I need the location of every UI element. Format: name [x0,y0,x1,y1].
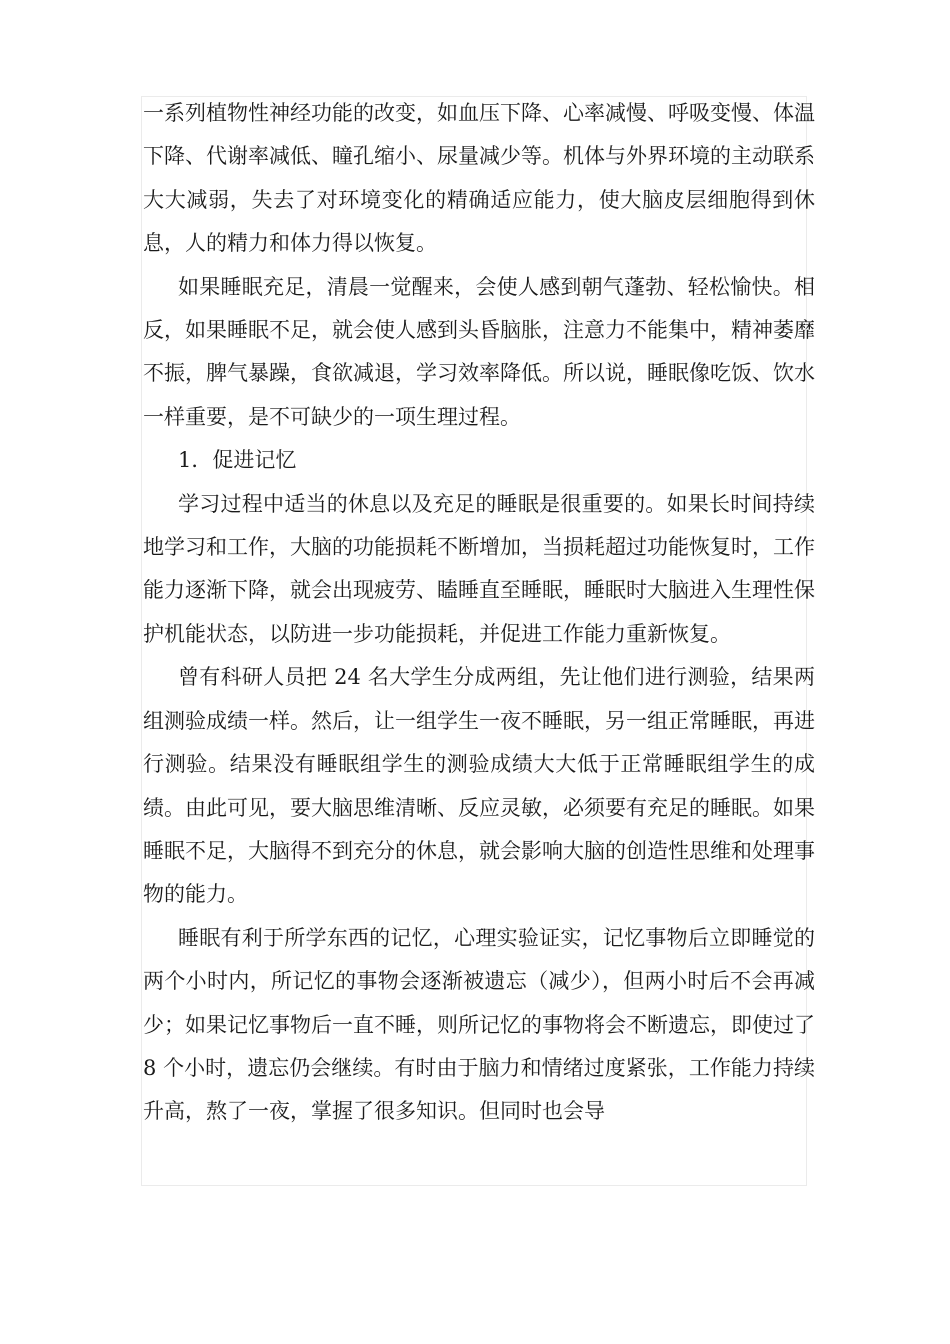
paragraph-rest-importance: 学习过程中适当的休息以及充足的睡眠是很重要的。如果长时间持续地学习和工作，大脑的功能损耗不断增加，当损耗超过功能恢复时，工作能力逐渐下降，就会出现疲劳、瞌睡直至睡眠，睡眠时大脑进入生理性保护机能状态，以防进一步功能损耗，并促进工作能力重新恢复。 [143,491,815,646]
paragraph-memory-experiment: 睡眠有利于所学东西的记忆，心理实验证实，记忆事物后立即睡觉的两个小时内，所记忆的事物会逐渐被遗忘（减少），但两小时后不会再减少；如果记忆事物后一直不睡，则所记忆的事物将会不断遗忘，即使过了 8 个小时，遗忘仍会继续。有时由于脑力和情绪过度紧张，工作能力持续升高，熬了一夜，掌握了很多知识。但同时也会导 [143,925,815,1124]
document-body [143,92,815,1134]
paragraph-student-experiment: 曾有科研人员把 24 名大学生分成两组，先让他们进行测验，结果两组测验成绩一样。然后，让一组学生一夜不睡眠，另一组正常睡眠，再进行测验。结果没有睡眠组学生的测验成绩大大低于正常睡眠组学生的成绩。由此可见，要大脑思维清晰、反应灵敏，必须要有充足的睡眠。如果睡眠不足，大脑得不到充分的休息，就会影响大脑的创造性思维和处理事物的能力。 [143,665,815,907]
paragraph-sleep-sufficiency: 如果睡眠充足，清晨一觉醒来，会使人感到朝气蓬勃、轻松愉快。相反，如果睡眠不足，就会使人感到头昏脑胀，注意力不能集中，精神萎靡不振，脾气暴躁，食欲减退，学习效率降低。所以说，睡眠像吃饭、饮水一样重要，是不可缺少的一项生理过程。 [143,274,815,429]
paragraph-intro-continuation: 一系列植物性神经功能的改变，如血压下降、心率减慢、呼吸变慢、体温下降、代谢率减低、瞳孔缩小、尿量减少等。机体与外界环境的主动联系大大减弱，失去了对环境变化的精确适应能力，使大脑皮层细胞得到休息，人的精力和体力得以恢复。 [143,101,815,256]
section-heading-promote-memory: 1．促进记忆 [178,448,297,473]
